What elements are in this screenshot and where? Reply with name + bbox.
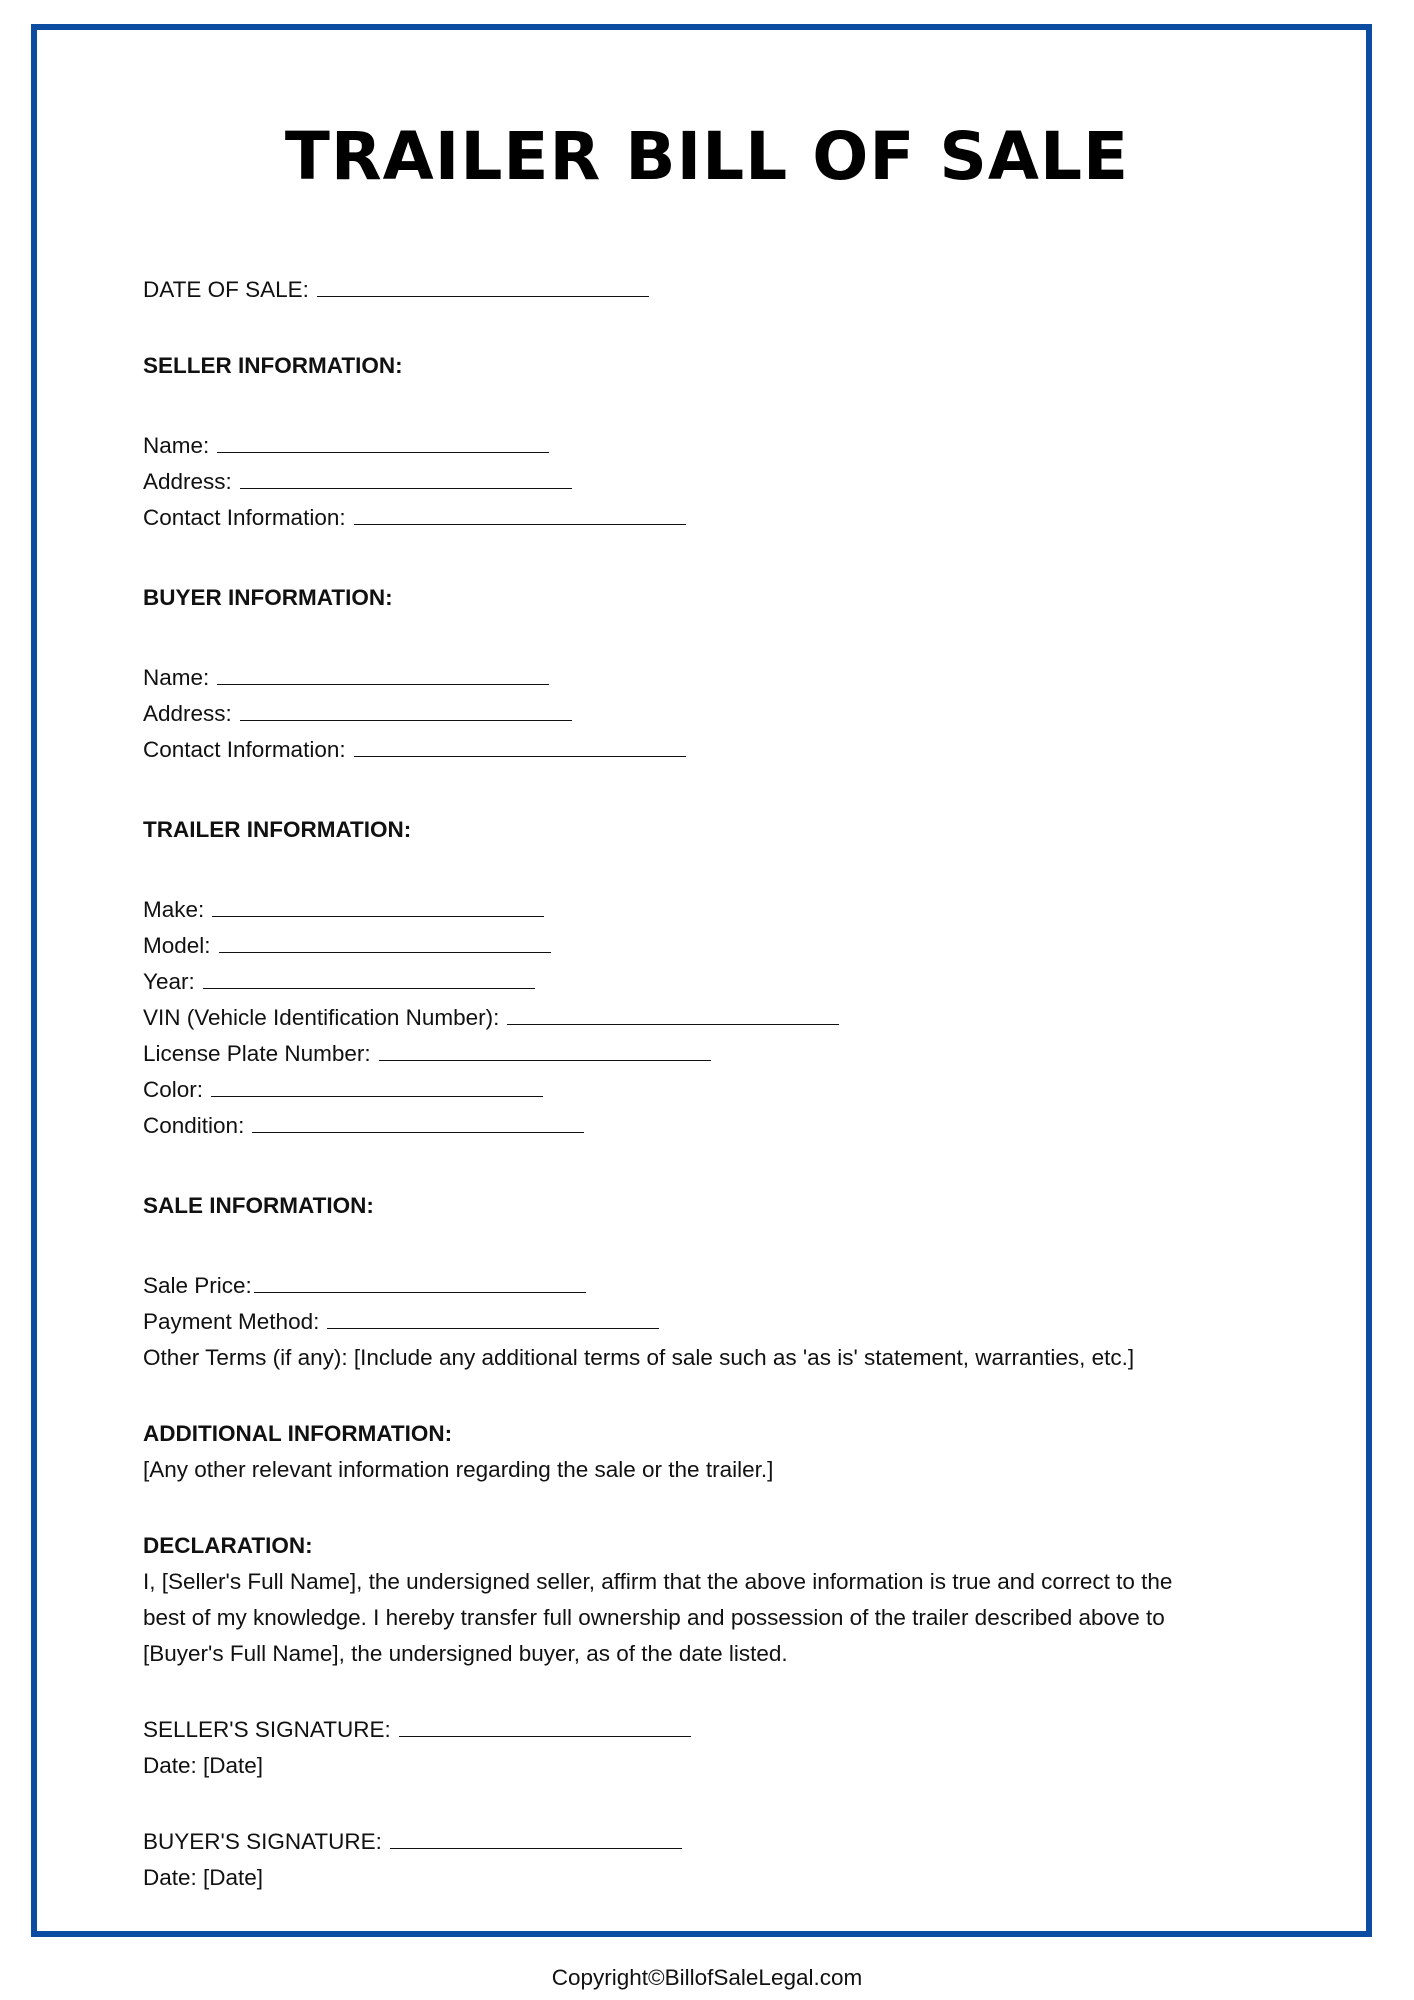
trailer-color-field[interactable]: [211, 1072, 543, 1097]
seller-signature-date: Date: [Date]: [143, 1753, 264, 1778]
declaration-line-3: [Buyer's Full Name], the undersigned buyer, as of the date listed.: [143, 1641, 788, 1666]
buyer-signature-row: [143, 1824, 1263, 1860]
seller-name-label: Name:: [143, 433, 210, 458]
trailer-plate-row: [143, 1036, 1263, 1072]
trailer-year-row: [143, 964, 1263, 1000]
trailer-model-field[interactable]: [219, 928, 551, 953]
trailer-make-row: [143, 892, 1263, 928]
document-title: TRAILER BILL OF SALE: [284, 118, 1130, 195]
buyer-signature-field[interactable]: [390, 1824, 682, 1849]
seller-name-field[interactable]: [217, 428, 549, 453]
seller-name-row: [143, 428, 1263, 464]
copyright-footer: Copyright©BillofSaleLegal.com: [551, 1965, 863, 1990]
trailer-make-label: Make:: [143, 897, 205, 922]
seller-contact-label: Contact Information:: [143, 505, 346, 530]
sale-price-row: [143, 1268, 1263, 1304]
declaration-line-2: best of my knowledge. I hereby transfer full ownership and possession of the trailer described above to: [143, 1605, 1165, 1630]
buyer-heading: BUYER INFORMATION:: [143, 585, 393, 610]
seller-signature-field[interactable]: [399, 1712, 691, 1737]
buyer-contact-field[interactable]: [354, 732, 686, 757]
trailer-year-label: Year:: [143, 969, 195, 994]
other-terms: Other Terms (if any): [Include any additional terms of sale such as 'as is' statement, warranties, etc.]: [143, 1345, 1135, 1370]
seller-address-field[interactable]: [240, 464, 572, 489]
trailer-make-field[interactable]: [212, 892, 544, 917]
additional-text: [Any other relevant information regarding the sale or the trailer.]: [143, 1457, 774, 1482]
date-of-sale-field[interactable]: [317, 272, 649, 297]
declaration-heading: DECLARATION:: [143, 1533, 313, 1558]
trailer-plate-label: License Plate Number:: [143, 1041, 371, 1066]
seller-signature-row: [143, 1712, 1263, 1748]
seller-contact-row: [143, 500, 1263, 536]
seller-signature-label: SELLER'S SIGNATURE:: [143, 1717, 391, 1742]
additional-heading: ADDITIONAL INFORMATION:: [143, 1421, 453, 1446]
sale-heading: SALE INFORMATION:: [143, 1193, 374, 1218]
trailer-condition-row: [143, 1108, 1263, 1144]
payment-method-label: Payment Method:: [143, 1309, 320, 1334]
sale-price-field[interactable]: [254, 1268, 586, 1293]
buyer-signature-label: BUYER'S SIGNATURE:: [143, 1829, 382, 1854]
buyer-contact-row: [143, 732, 1263, 768]
trailer-vin-field[interactable]: [507, 1000, 839, 1025]
trailer-heading: TRAILER INFORMATION:: [143, 817, 412, 842]
date-of-sale-row: [143, 272, 1263, 308]
trailer-condition-label: Condition:: [143, 1113, 245, 1138]
payment-method-field[interactable]: [327, 1304, 659, 1329]
trailer-model-label: Model:: [143, 933, 211, 958]
trailer-vin-label: VIN (Vehicle Identification Number):: [143, 1005, 500, 1030]
seller-address-row: [143, 464, 1263, 500]
seller-address-label: Address:: [143, 469, 232, 494]
buyer-address-label: Address:: [143, 701, 232, 726]
form-body: [143, 272, 1263, 1896]
trailer-plate-field[interactable]: [379, 1036, 711, 1061]
trailer-condition-field[interactable]: [252, 1108, 584, 1133]
seller-contact-field[interactable]: [354, 500, 686, 525]
buyer-name-row: [143, 660, 1263, 696]
buyer-address-field[interactable]: [240, 696, 572, 721]
buyer-address-row: [143, 696, 1263, 732]
payment-method-row: [143, 1304, 1263, 1340]
trailer-vin-row: [143, 1000, 1263, 1036]
trailer-color-row: [143, 1072, 1263, 1108]
trailer-color-label: Color:: [143, 1077, 204, 1102]
buyer-name-field[interactable]: [217, 660, 549, 685]
seller-heading: SELLER INFORMATION:: [143, 353, 403, 378]
trailer-model-row: [143, 928, 1263, 964]
sale-price-label: Sale Price:: [143, 1273, 252, 1298]
buyer-signature-date: Date: [Date]: [143, 1865, 264, 1890]
buyer-name-label: Name:: [143, 665, 210, 690]
trailer-year-field[interactable]: [203, 964, 535, 989]
date-of-sale-label: DATE OF SALE:: [143, 277, 309, 302]
buyer-contact-label: Contact Information:: [143, 737, 346, 762]
declaration-line-1: I, [Seller's Full Name], the undersigned seller, affirm that the above information is true and correct to the: [143, 1569, 1173, 1594]
